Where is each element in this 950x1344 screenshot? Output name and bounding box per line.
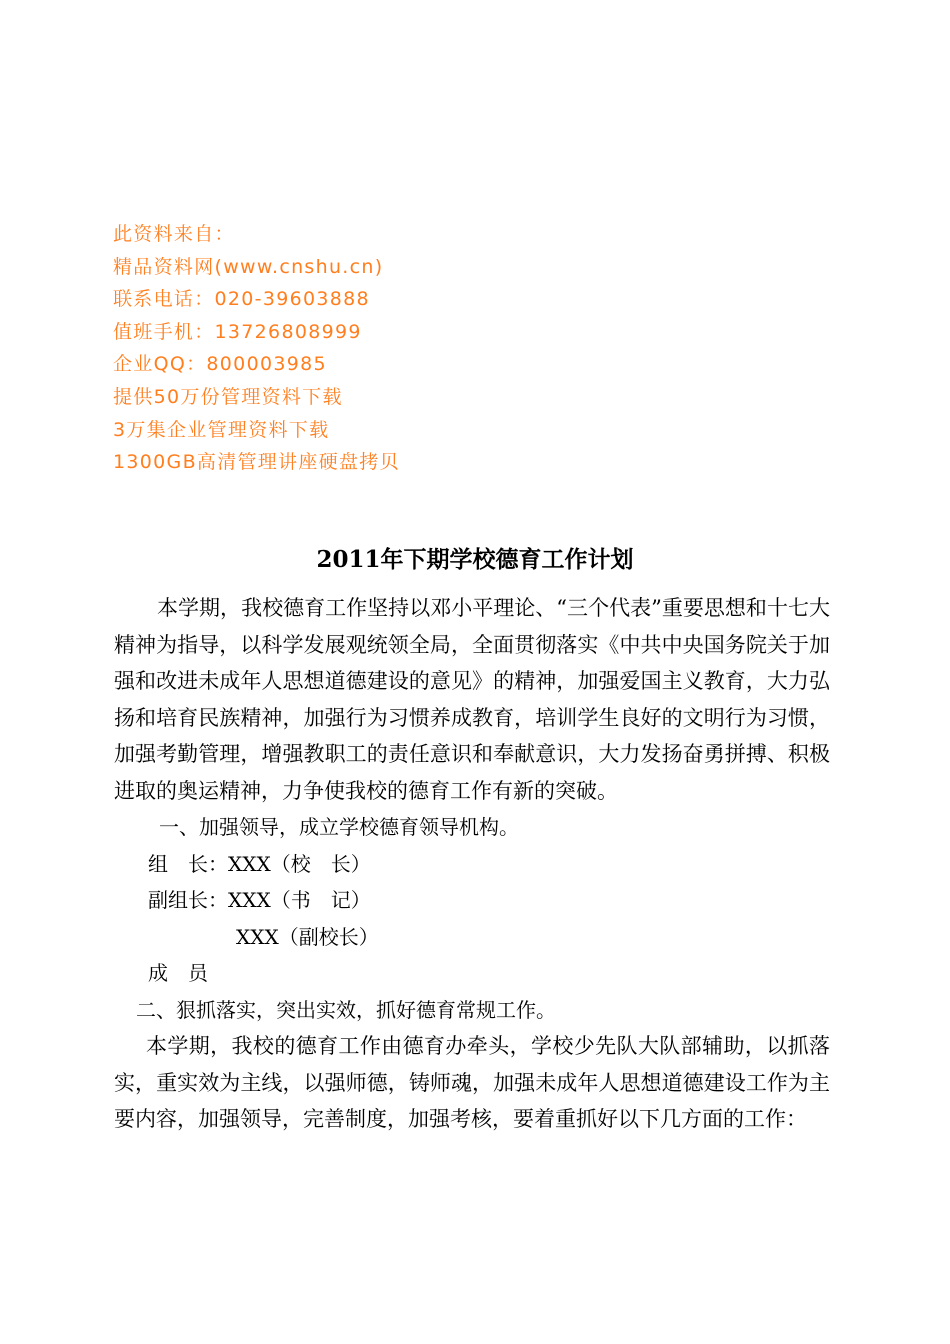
role-leader: 组 长：XXX（校 长）	[148, 851, 371, 876]
role-deputy-2: XXX（副校长）	[236, 924, 379, 949]
section2-paragraph: 本学期，我校的德育工作由德育办牵头，学校少先队大队部辅助，以抓落实，重实效为主线，以强师德，铸师魂，加强未成年人思想道德建设工作为主要内容，加强领导，完善制度，加强考核，要着重抓好以下几方面的工作：	[114, 1034, 830, 1131]
intro-paragraph: 本学期，我校德育工作坚持以邓小平理论、“三个代表”重要思想和十七大精神为指导，以科学发展观统领全局，全面贯彻落实《中共中央国务院关于加强和改进未成年人思想道德建设的意见》的精神，加强爱国主义教育，大力弘扬和培育民族精神，加强行为习惯养成教育，培训学生良好的文明行为习惯，加强考勤管理，增强教职工的责任意识和奉献意识，大力发扬奋勇拼搏、积极进取的奥运精神，力争使我校的德育工作有新的突破。	[114, 596, 830, 803]
role-deputy: 副组长：XXX（书 记）	[148, 888, 371, 912]
document-body	[114, 590, 830, 1138]
section1-heading: 一、加强领导，成立学校德育领导机构。	[159, 815, 519, 839]
source-line-origin: 此资料来自：	[113, 223, 235, 245]
source-line-offer-docs: 提供50万份管理资料下载	[113, 385, 343, 408]
source-line-phone: 联系电话：020-39603888	[113, 288, 370, 311]
source-line-mobile: 值班手机：13726808999	[113, 320, 362, 343]
source-line-offer-lectures: 1300GB高清管理讲座硬盘拷贝	[113, 451, 400, 474]
source-info-block	[113, 218, 713, 479]
role-members: 成 员	[148, 961, 208, 985]
document-title: 2011年下期学校德育工作计划	[316, 546, 634, 573]
source-line-qq: 企业QQ：800003985	[113, 353, 327, 376]
source-line-website: 精品资料网(www.cnshu.cn)	[113, 255, 384, 278]
source-line-offer-videos: 3万集企业管理资料下载	[113, 418, 330, 441]
section2-heading: 二、狠抓落实，突出实效，抓好德育常规工作。	[136, 997, 556, 1022]
